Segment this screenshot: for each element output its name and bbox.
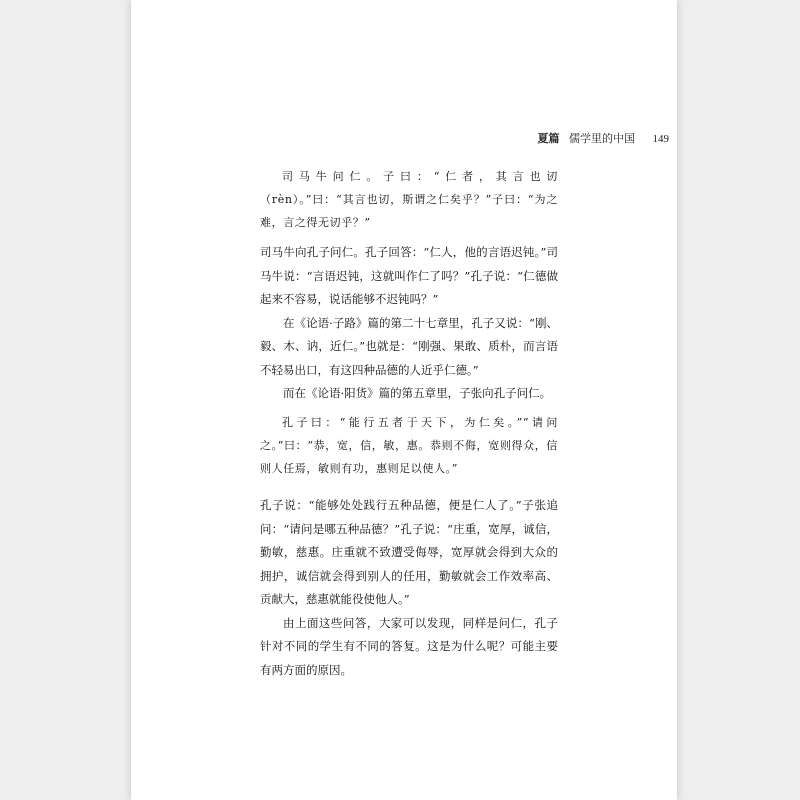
running-header (538, 130, 670, 146)
paragraph: 在《论语·子路》篇的第二十七章里，孔子又说：“刚、毅、木、讷，近仁。”也就是：“刚强、果敢、质朴，而言语不轻易出口，有这四种品德的人近乎仁德。” (260, 315, 558, 377)
chapter-title: 夏篇 (537, 132, 560, 145)
page-number: 149 (652, 133, 669, 145)
paragraph: 司马牛向孔子问仁。孔子回答：“仁人，他的言语迟钝。”司马牛说：“言语迟钝，这就叫作仁了吗？”孔子说：“仁德做起来不容易，说话能够不迟钝吗？” (260, 245, 558, 306)
body-text-block (260, 494, 558, 682)
body-text-block (260, 241, 558, 406)
quotation-text: 司马牛问仁。子曰：“仁者，其言也讱（rèn）。”曰：“其言也讱，斯谓之仁矣乎？”子曰：“为之难，言之得无讱乎？” (260, 170, 558, 229)
section-title: 儒学里的中国 (569, 132, 635, 145)
quotation-text: 孔子曰：“能行五者于天下，为仁矣。”“请问之。”曰：“恭，宽，信，敏，惠。恭则不侮，宽则得众，信则人任焉，敏则有功，惠则足以使人。” (260, 416, 558, 475)
paragraph: 孔子说：“能够处处践行五种品德，便是仁人了。”子张追问：“请问是哪五种品德？”孔子说：“庄重，宽厚，诚信，勤敏，慈惠。庄重就不致遭受侮辱，宽厚就会得到大众的拥护，诚信就会得到别人的任用，勤敏就会工作效率高、贡献大，慈惠就能役使他人。” (260, 498, 558, 606)
paragraph: 由上面这些问答，大家可以发现，同样是问仁，孔子针对不同的学生有不同的答复。这是为什么呢？可能主要有两方面的原因。 (260, 615, 558, 677)
quotation-block (260, 411, 558, 480)
quotation-block (260, 165, 558, 234)
paragraph: 而在《论语·阳货》篇的第五章里，子张向孔子问仁。 (283, 386, 552, 400)
